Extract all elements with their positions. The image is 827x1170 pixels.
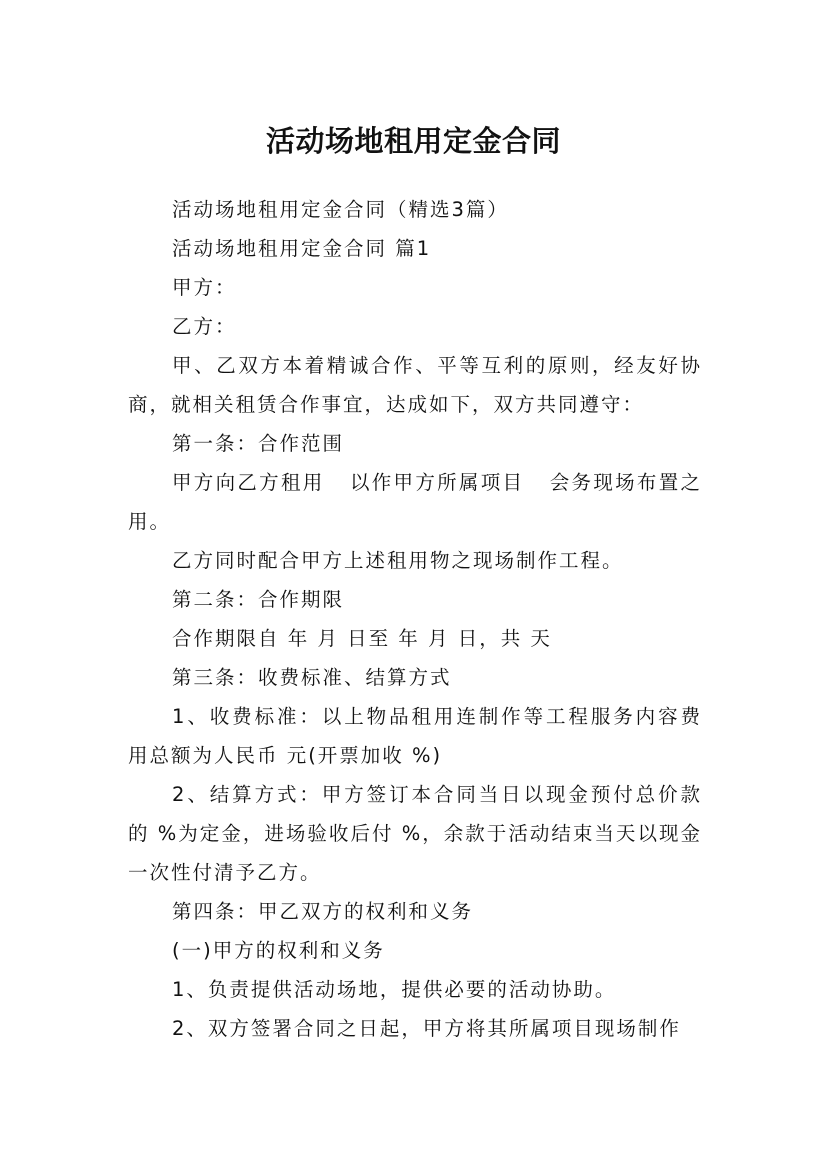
paragraph-article-1-extra: 乙方同时配合甲方上述租用物之现场制作工程。: [172, 549, 624, 572]
paragraph-preamble: 甲、乙双方本着精诚合作、平等互利的原则，经友好协商，就相关租赁合作事宜，达成如下，双方共同遵守：: [128, 354, 702, 416]
paragraph-settlement-method: 2、结算方式：甲方签订本合同当日以现金预付总价款的 %为定金，进场验收后付 %，余款于活动结束当天以现金一次性付清予乙方。: [128, 783, 702, 884]
paragraph-party-a-duty-1: 1、负责提供活动场地，提供必要的活动协助。: [172, 978, 617, 1001]
paragraph-article-2-heading: 第二条：合作期限: [172, 588, 345, 611]
paragraph-party-a-rights-heading: (一)甲方的权利和义务: [172, 939, 385, 962]
paragraph-article-1-heading: 第一条：合作范围: [172, 432, 345, 455]
paragraph-section-heading: 活动场地租用定金合同 篇1: [172, 237, 432, 260]
paragraph-fee-standard: 1、收费标准：以上物品租用连制作等工程服务内容费用总额为人民币 元(开票加收 %): [128, 705, 702, 767]
paragraph-article-3-heading: 第三条：收费标准、结算方式: [172, 666, 452, 689]
paragraph-party-a: 甲方：: [172, 276, 237, 299]
paragraph-subtitle: 活动场地租用定金合同（精选3篇）: [172, 198, 509, 221]
document-title: 活动场地租用定金合同: [265, 124, 561, 159]
paragraph-article-4-heading: 第四条：甲乙双方的权利和义务: [172, 900, 474, 923]
paragraph-article-1-body: 甲方向乙方租用 以作甲方所属项目 会务现场布置之用。: [128, 471, 702, 533]
document-body: [128, 190, 702, 1048]
paragraph-party-a-duty-2: 2、双方签署合同之日起，甲方将其所属项目现场制作: [172, 1017, 681, 1040]
paragraph-party-b: 乙方：: [172, 315, 237, 338]
paragraph-article-2-body: 合作期限自 年 月 日至 年 月 日，共 天: [172, 627, 552, 650]
